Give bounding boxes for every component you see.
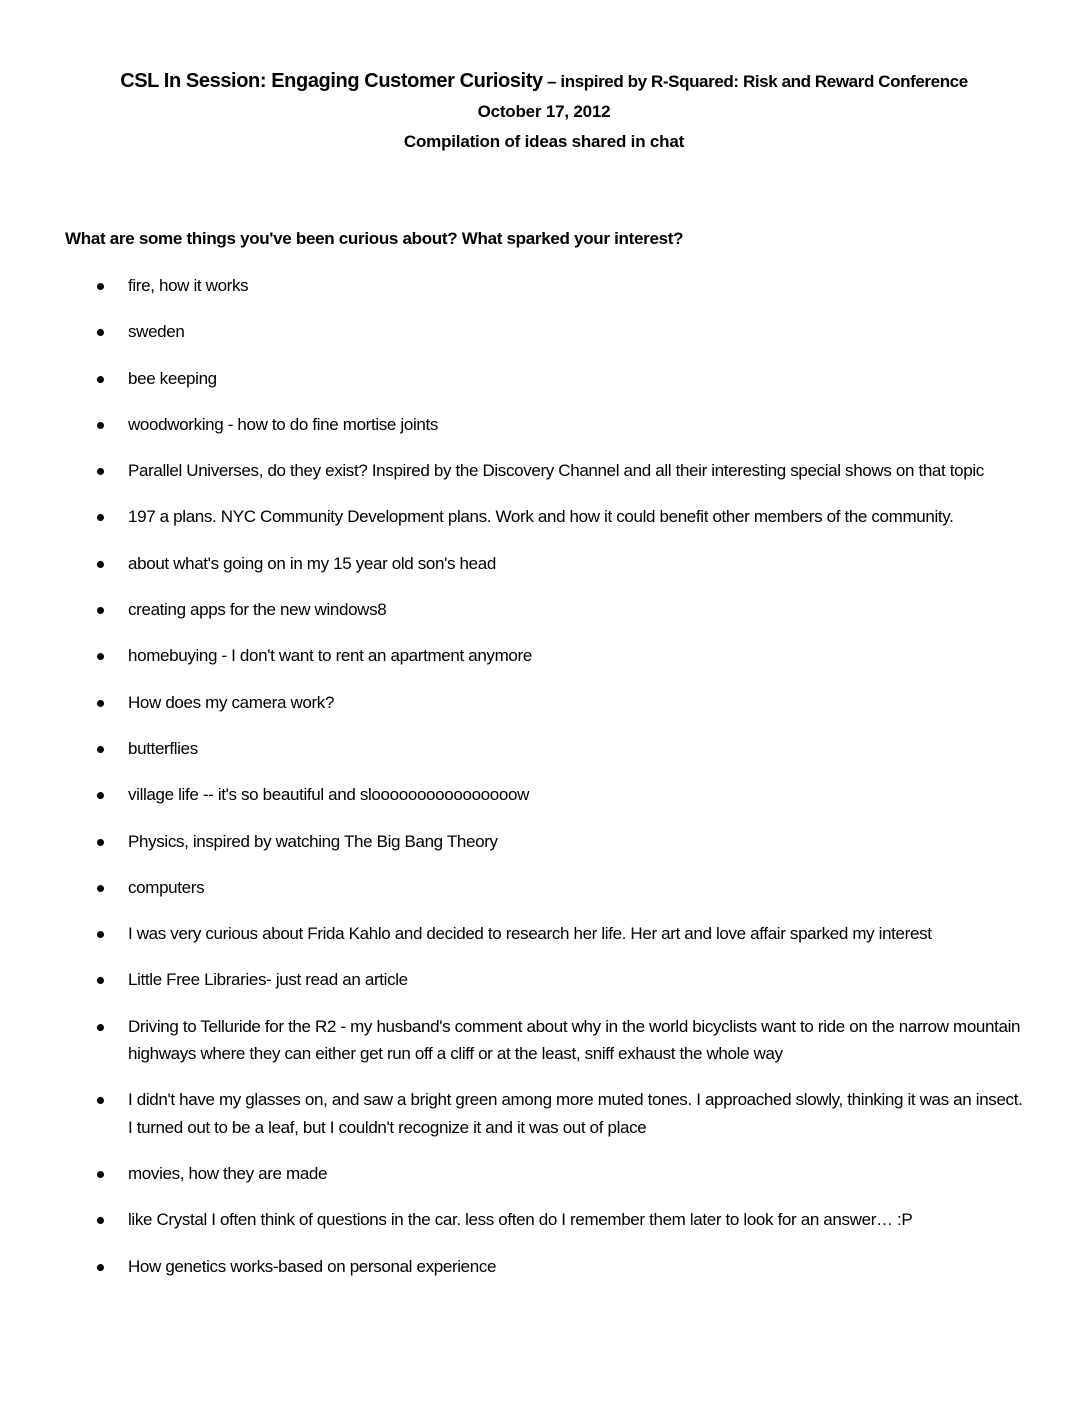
document-header xyxy=(0,66,1088,157)
list-item xyxy=(0,596,1088,623)
list-item-text: like Crystal I often think of questions in the car. less often do I remember them later to look for an answer… :P xyxy=(128,1210,913,1230)
list-item xyxy=(0,272,1088,299)
list-item xyxy=(0,411,1088,438)
list-item-text: I was very curious about Frida Kahlo and decided to research her life. Her art and love affair sparked my interest xyxy=(128,924,932,944)
list-item-text: about what's going on in my 15 year old son's head xyxy=(128,553,496,573)
list-item-text: movies, how they are made xyxy=(128,1163,328,1183)
list-item xyxy=(0,318,1088,345)
question-heading: What are some things you've been curious about? What sparked your interest? xyxy=(65,229,684,248)
list-item-text: How genetics works-based on personal experience xyxy=(128,1256,497,1276)
list-item xyxy=(0,642,1088,669)
title-main: CSL In Session: Engaging Customer Curiosity xyxy=(120,70,543,92)
bullet-icon xyxy=(97,1217,104,1224)
bullet-icon xyxy=(97,376,104,383)
list-item xyxy=(0,1086,1088,1141)
bullet-icon xyxy=(97,422,104,429)
list-item xyxy=(0,1013,1088,1068)
list-item xyxy=(0,457,1088,484)
document-subheading: Compilation of ideas shared in chat xyxy=(403,132,685,151)
bullet-icon xyxy=(97,977,104,984)
bullet-icon xyxy=(97,746,104,753)
list-item-text: woodworking - how to do fine mortise joints xyxy=(128,414,438,434)
bullet-icon xyxy=(97,283,104,290)
list-item xyxy=(0,365,1088,392)
list-item-text: fire, how it works xyxy=(128,276,249,295)
bullet-icon xyxy=(97,1097,104,1104)
list-item xyxy=(0,735,1088,762)
list-item-text: Driving to Telluride for the R2 - my husband's comment about why in the world bicyclists want to ride on the narrow mountain highways where they can either get run off a cliff or at the least, sniff exhaust the whole way xyxy=(128,1016,1021,1064)
list-item-text: computers xyxy=(128,877,205,897)
bullet-icon xyxy=(97,514,104,521)
list-item-text: How does my camera work? xyxy=(128,692,335,712)
bullet-icon xyxy=(97,700,104,707)
list-item-text: Little Free Libraries- just read an article xyxy=(128,970,408,990)
list-item xyxy=(0,503,1088,530)
list-item-text: homebuying - I don't want to rent an apartment anymore xyxy=(128,646,532,666)
list-item xyxy=(0,828,1088,855)
list-item xyxy=(0,874,1088,901)
bullet-icon xyxy=(97,885,104,892)
list-item xyxy=(0,1206,1088,1233)
list-item-text: sweden xyxy=(128,322,185,342)
list-item xyxy=(0,550,1088,577)
list-item xyxy=(0,966,1088,993)
document-date: October 17, 2012 xyxy=(477,102,611,121)
bullet-icon xyxy=(97,607,104,614)
title-subtitle: – inspired by R-Squared: Risk and Reward Conference xyxy=(542,72,968,91)
list-item-text: butterflies xyxy=(128,738,198,758)
bullet-icon xyxy=(97,561,104,568)
list-item xyxy=(0,1253,1088,1280)
list-item-text: Parallel Universes, do they exist? Inspired by the Discovery Channel and all their interesting special shows on that topic xyxy=(128,461,984,481)
list-item xyxy=(0,920,1088,947)
ideas-list xyxy=(0,272,1088,1299)
list-item xyxy=(0,781,1088,808)
bullet-icon xyxy=(97,1024,104,1031)
document-title xyxy=(0,66,1088,97)
list-item-text: bee keeping xyxy=(128,368,217,388)
bullet-icon xyxy=(97,1171,104,1178)
bullet-icon xyxy=(97,839,104,846)
bullet-icon xyxy=(97,1264,104,1271)
bullet-icon xyxy=(97,792,104,799)
bullet-icon xyxy=(97,653,104,660)
bullet-icon xyxy=(97,329,104,336)
list-item-text: creating apps for the new windows8 xyxy=(128,600,387,620)
list-item-text: 197 a plans. NYC Community Development plans. Work and how it could benefit other members of the community. xyxy=(128,507,954,527)
list-item-text: village life -- it's so beautiful and sloooooooooooooooow xyxy=(128,785,530,805)
list-item xyxy=(0,1160,1088,1187)
list-item xyxy=(0,689,1088,716)
list-item-text: I didn't have my glasses on, and saw a bright green among more muted tones. I approached slowly, thinking it was an insect. I turned out to be a leaf, but I couldn't recognize it and it was out of place xyxy=(128,1090,1023,1137)
bullet-icon xyxy=(97,931,104,938)
bullet-icon xyxy=(97,468,104,475)
list-item-text: Physics, inspired by watching The Big Bang Theory xyxy=(128,831,498,851)
